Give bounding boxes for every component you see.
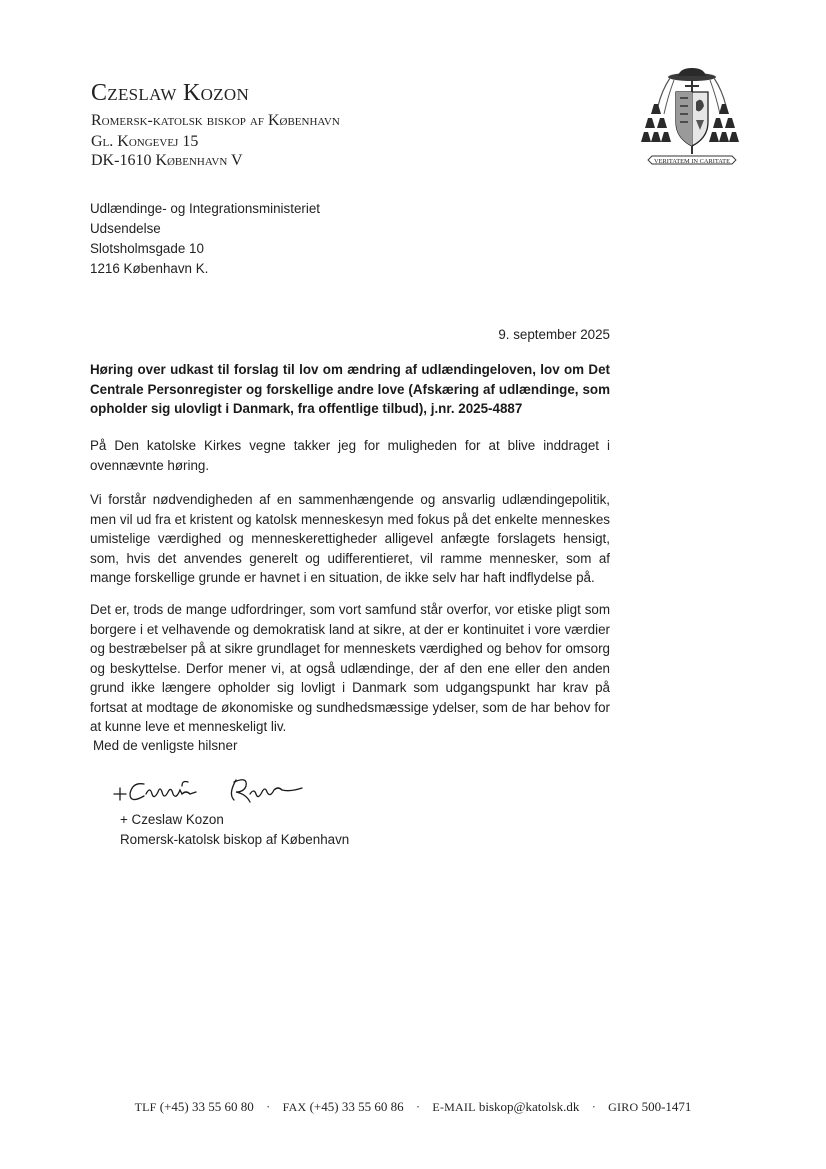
signer-title: Romersk-katolsk biskop af København [120, 832, 350, 847]
letterhead-name: Czeslaw Kozon [91, 80, 250, 106]
letter-subject: Høring over udkast til forslag til lov om ændring af udlændingeloven, lov om Det Centrale Personregister og forskellige andre love (Afskæring af udlændinge, som opholder sig ulovligt i Danmark, fra offentlige tilbud), j.nr. 2025-4887 [90, 362, 610, 416]
letterhead-street: Gl. Kongevej 15 [91, 133, 199, 150]
recipient-line: Udsendelse [90, 221, 161, 236]
body-paragraph: Det er, trods de mange udfordringer, som vort samfund står overfor, vor etiske pligt som borgere i et velhavende og demokratisk land at sikre, at der er kontinuitet i vore værdier og bestræbelser på at sikre grundlaget for menneskets værdighed og behov for omsorg og beskyttelse. Derfor mener vi, at også udlændinge, der af den ene eller den anden grund ikke længere opholder sig lovligt i Danmark som udgangspunkt har krav på fortsat at modtage de økonomiske og sundhedsmæssige ydelser, som de har behov for at kunne leve et menneskeligt liv. [90, 602, 610, 734]
recipient-line: 1216 København K. [90, 261, 209, 276]
signer-block [120, 810, 349, 850]
footer-contact [0, 1099, 826, 1115]
letterhead-title: Romersk-katolsk biskop af København [91, 112, 340, 129]
footer-tlf: (+45) 33 55 60 80 [159, 1099, 254, 1114]
footer-separator: · [591, 1099, 596, 1114]
signer-name: + Czeslaw Kozon [120, 812, 224, 827]
body-paragraph: På Den katolske Kirkes vegne takker jeg for muligheden for at blive inddraget i ovennævnte høring. [90, 438, 610, 473]
coat-of-arms-icon [640, 66, 744, 174]
recipient-line: Udlændinge- og Integrationsministeriet [90, 201, 320, 216]
footer-separator: · [266, 1099, 271, 1114]
footer-fax-label: FAX [282, 1100, 307, 1114]
footer-email-link[interactable]: biskop@katolsk.dk [478, 1099, 580, 1114]
motto-text: VERITATEM IN CARITATE [653, 157, 731, 165]
closing-greeting: Med de venligste hilsner [93, 738, 238, 753]
footer-tlf-label: TLF [134, 1100, 157, 1114]
recipient-address [90, 199, 320, 279]
footer-separator: · [415, 1099, 421, 1114]
letter-date: 9. september 2025 [498, 327, 610, 342]
footer-giro-label: GIRO [608, 1100, 639, 1114]
footer-email-label: E-MAIL [432, 1100, 476, 1114]
signature-icon [110, 772, 310, 810]
recipient-line: Slotsholmsgade 10 [90, 241, 204, 256]
letterhead-city: DK-1610 København V [91, 152, 243, 169]
footer-fax: (+45) 33 55 60 86 [309, 1099, 404, 1114]
body-paragraph: Vi forstår nødvendigheden af en sammenhængende og ansvarlig udlændingepolitik, men vil ud fra et kristent og katolsk menneskesyn med fokus på det enkelte menneskes umistelige værdighed og menneskerettigheder alligevel anfægte forslagets hensigt, som, hvis det anvendes generelt og udifferentieret, vil ramme mennesker, som af mange forskellige grunde er havnet i en situation, de ikke selv har haft indflydelse på. [90, 492, 610, 585]
footer-giro: 500-1471 [641, 1099, 692, 1114]
